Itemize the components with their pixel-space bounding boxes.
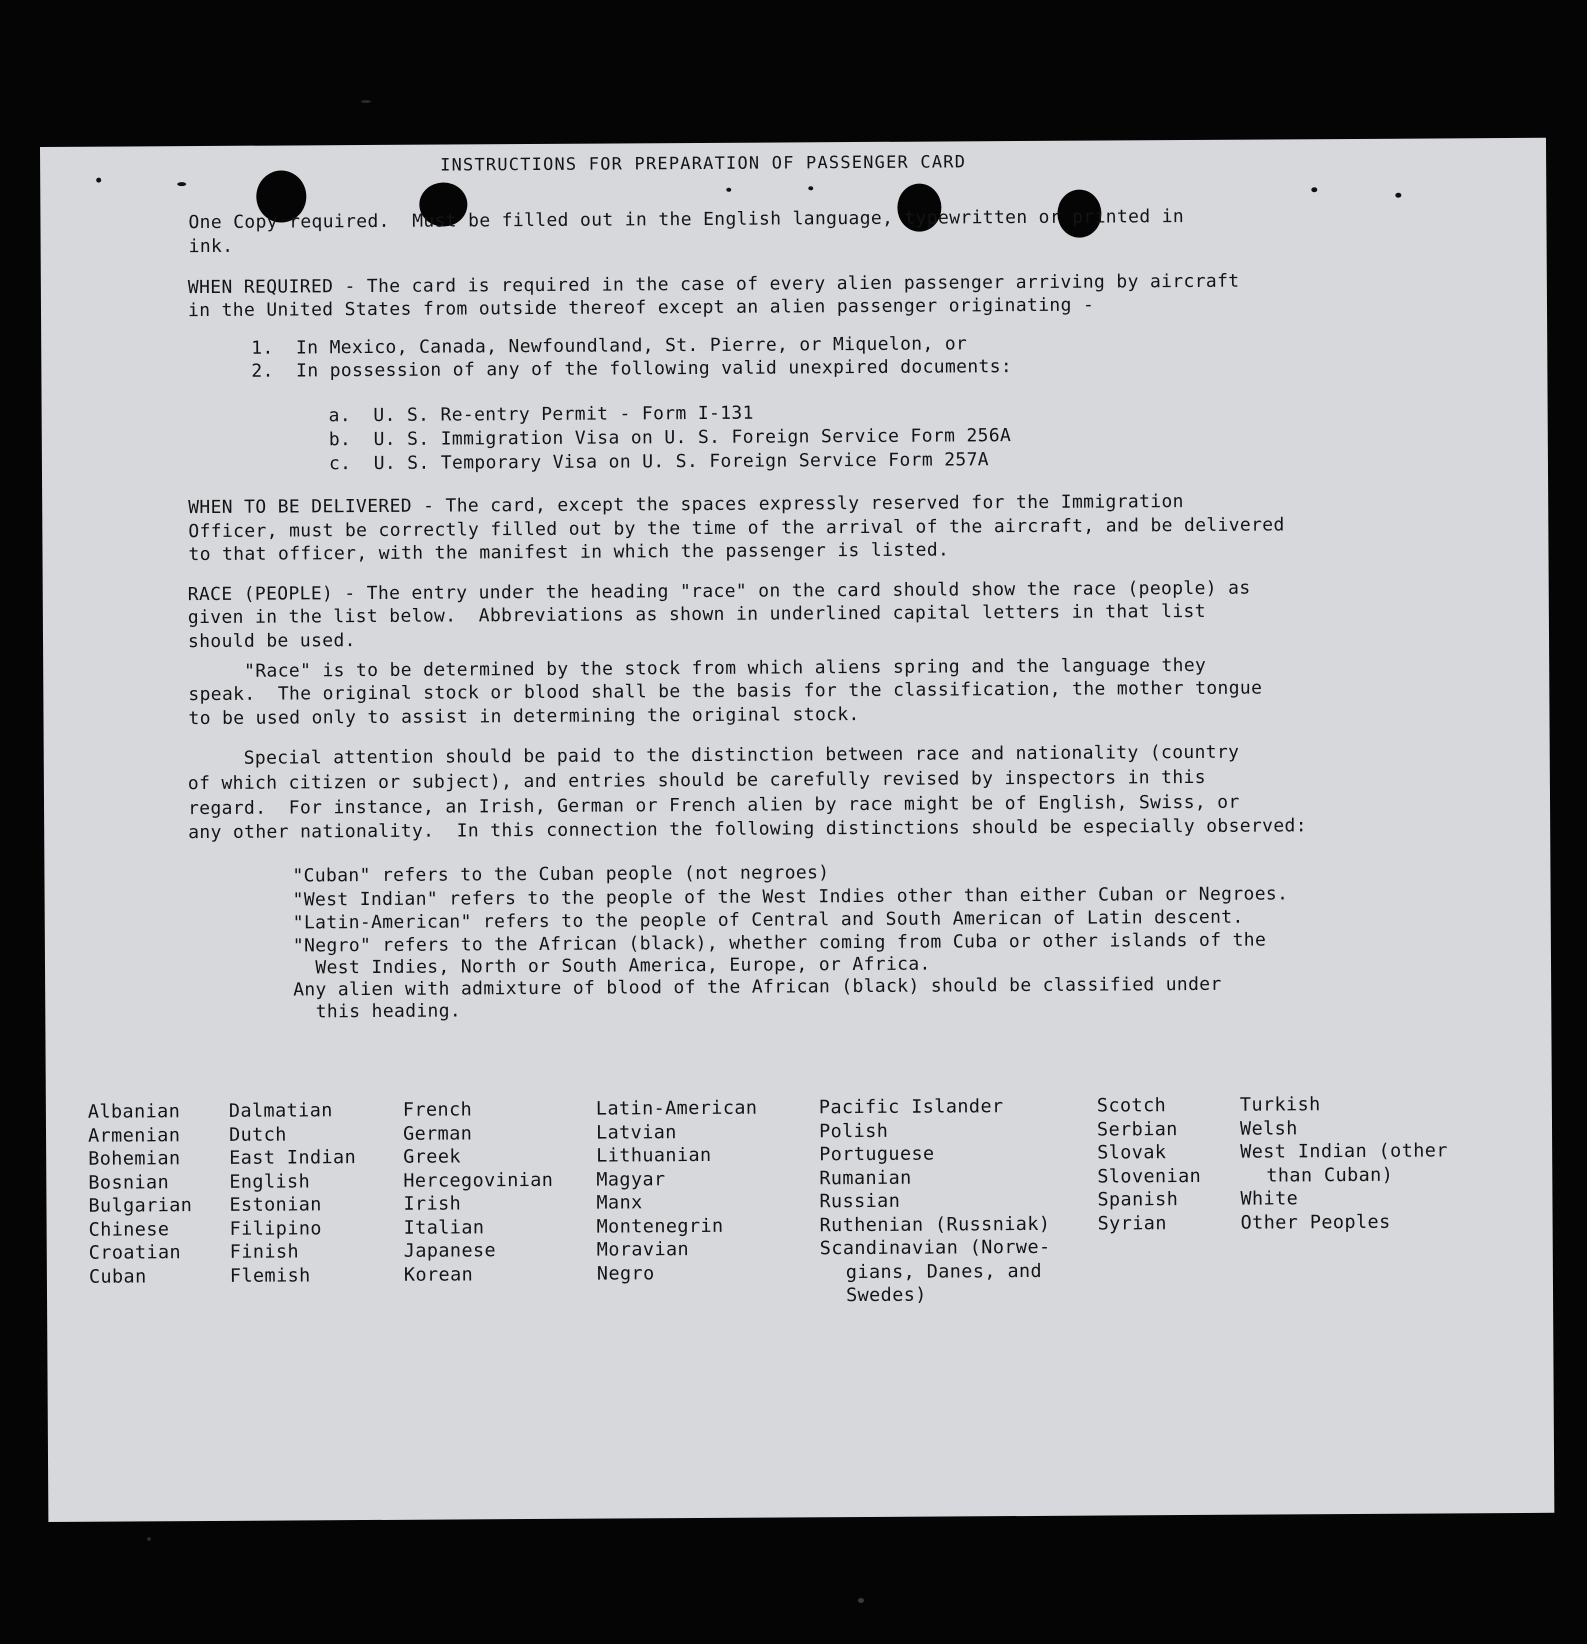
race-people-line-3: should be used.: [187, 630, 356, 653]
distinction-line-1: "Cuban" refers to the Cuban people (not negroes): [292, 862, 830, 887]
race-entry: Hercegovinian: [403, 1169, 554, 1192]
race-entry: Greek: [403, 1146, 461, 1168]
race-entry: Albanian: [87, 1101, 181, 1123]
race-entry: Welsh: [1239, 1117, 1298, 1140]
race-entry: Spanish: [1097, 1189, 1179, 1211]
race-entry: Estonian: [229, 1194, 322, 1216]
race-entry: Latvian: [595, 1121, 677, 1144]
race-entry: Rumanian: [819, 1167, 912, 1189]
background-speck: [147, 1537, 151, 1541]
race-entry: Chinese: [88, 1218, 170, 1241]
race-entry: Pacific Islander: [818, 1096, 1004, 1119]
race-column-2: [229, 1099, 357, 1288]
when-delivered-line-3: to that officer, with the manifest in which the passenger is listed.: [188, 539, 950, 566]
race-entry: Scandinavian (Norwe-: [819, 1236, 1051, 1260]
distinction-line-3: "Latin-American" refers to the people of Central and South American of Latin descent.: [292, 906, 1244, 934]
race-column-7: [1240, 1092, 1449, 1234]
race-entry: Magyar: [596, 1168, 666, 1191]
race-definition-line-2: speak. The original stock or blood shall be the basis for the classification, the mother tongue: [188, 677, 1263, 706]
race-entry: Armenian: [87, 1124, 181, 1147]
race-entry: Turkish: [1239, 1094, 1321, 1116]
race-entry: Slovenian: [1097, 1165, 1202, 1188]
background-speck: [858, 1598, 864, 1603]
race-entry: Portuguese: [819, 1143, 935, 1166]
background-speck: [361, 100, 371, 103]
speck: [96, 178, 101, 183]
race-entry: West Indian (other: [1240, 1140, 1448, 1163]
document-item-a: a. U. S. Re-entry Permit - Form I-131: [328, 402, 754, 427]
intro-line-1: One Copy required. Must be filled out in the English language, typewritten or printed in: [188, 206, 1185, 234]
race-entry: Dutch: [228, 1124, 287, 1146]
race-column-4: [596, 1097, 759, 1286]
race-entry: Manx: [596, 1192, 643, 1214]
race-column-3: [403, 1098, 554, 1287]
distinction-line-6: Any alien with admixture of blood of the African (black) should be classified under: [293, 973, 1222, 1001]
race-column-6: [1097, 1094, 1202, 1236]
when-delivered-line-2: Officer, must be correctly filled out by the time of the arrival of the aircraft, and be delivered: [188, 514, 1285, 543]
race-entry: Bulgarian: [88, 1195, 193, 1217]
speck: [177, 182, 186, 186]
speck: [1311, 187, 1317, 192]
race-entry: Russian: [819, 1190, 901, 1213]
race-entry: Bosnian: [88, 1171, 170, 1194]
race-entry: Italian: [403, 1216, 485, 1239]
numbered-item-2: 2. In possession of any of the following valid unexpired documents:: [251, 356, 1013, 382]
race-column-5: [819, 1095, 1051, 1308]
race-entry-continuation: Swedes): [845, 1284, 927, 1307]
race-entry: Irish: [403, 1193, 462, 1215]
race-entry: Montenegrin: [596, 1215, 724, 1238]
race-entry: White: [1240, 1188, 1299, 1210]
race-entry: Slovak: [1097, 1142, 1167, 1164]
race-people-line-2: given in the list below. Abbreviations as shown in underlined capital letters in that list: [187, 600, 1206, 629]
race-entry: Ruthenian (Russniak): [819, 1213, 1051, 1236]
race-entry: Lithuanian: [596, 1144, 712, 1167]
race-entry: Polish: [818, 1120, 889, 1142]
document-item-c: c. U. S. Temporary Visa on U. S. Foreign Service Form 257A: [328, 449, 990, 475]
special-attention-line-2: of which citizen or subject), and entries should be carefully revised by inspectors in this: [187, 766, 1206, 795]
race-entry-continuation: gians, Danes, and: [845, 1260, 1043, 1283]
speck: [726, 188, 731, 192]
distinction-line-4: "Negro" refers to the African (black), whether coming from Cuba or other islands of the: [292, 929, 1267, 957]
race-definition-line-3: to be used only to assist in determining the original stock.: [188, 704, 860, 730]
numbered-item-1: 1. In Mexico, Canada, Newfoundland, St. Pierre, or Miquelon, or: [251, 333, 968, 359]
race-entry: Filipino: [229, 1217, 322, 1240]
race-entry: German: [402, 1122, 473, 1145]
race-entry: Scotch: [1096, 1095, 1167, 1117]
passenger-card-instructions-sheet: [40, 138, 1554, 1522]
race-entry: Flemish: [229, 1264, 311, 1287]
race-entry: Finish: [229, 1241, 300, 1263]
race-entry: Korean: [403, 1263, 474, 1286]
race-entry: Cuban: [88, 1265, 147, 1288]
special-attention-line-3: regard. For instance, an Irish, German or French alien by race might be of English, Swiss, or: [187, 791, 1240, 820]
document-item-b: b. U. S. Immigration Visa on U. S. Foreign Service Form 256A: [328, 425, 1012, 451]
race-entry: Dalmatian: [228, 1100, 333, 1122]
intro-line-2: ink.: [188, 235, 234, 258]
special-attention-line-4: any other nationality. In this connection the following distinctions should be especially observed:: [188, 815, 1307, 844]
race-entry: Other Peoples: [1240, 1211, 1391, 1234]
distinction-line-5: West Indies, North or South America, Europe, or Africa.: [292, 953, 931, 979]
page-title: INSTRUCTIONS FOR PREPARATION OF PASSENGER CARD: [440, 152, 967, 176]
race-entry: Negro: [596, 1262, 655, 1285]
race-definition-line-1: "Race" is to be determined by the stock from which aliens spring and the language they: [188, 654, 1207, 683]
race-entry-continuation: than Cuban): [1266, 1164, 1394, 1187]
race-entry: Croatian: [88, 1242, 182, 1264]
race-entry: Japanese: [403, 1240, 497, 1262]
speck: [1395, 193, 1401, 198]
race-column-1: [88, 1100, 193, 1289]
race-entry: English: [229, 1170, 311, 1193]
race-entry: Syrian: [1097, 1212, 1167, 1235]
race-entry: French: [402, 1099, 473, 1121]
speck: [808, 186, 813, 190]
when-required-line-2: in the United States from outside thereof except an alien passenger originating -: [187, 294, 1095, 322]
race-entry: Serbian: [1096, 1118, 1178, 1141]
special-attention-line-1: Special attention should be paid to the distinction between race and nationality (country: [187, 741, 1240, 770]
when-delivered-line-1: WHEN TO BE DELIVERED - The card, except the spaces expressly reserved for the Immigration: [188, 491, 1184, 519]
race-entry: Bohemian: [88, 1148, 181, 1170]
race-people-line-1: RACE (PEOPLE) - The entry under the heading "race" on the card should show the race (people) as: [187, 577, 1251, 606]
race-entry: Moravian: [596, 1239, 690, 1261]
race-entry: Latin-American: [595, 1097, 758, 1120]
race-entry: East Indian: [229, 1147, 357, 1169]
when-required-line-1: WHEN REQUIRED - The card is required in the case of every alien passenger arriving by aircraft: [187, 270, 1240, 299]
distinction-line-2: "West Indian" refers to the people of the West Indies other than either Cuban or Negroes.: [292, 883, 1289, 911]
distinction-line-7: this heading.: [293, 1000, 462, 1023]
